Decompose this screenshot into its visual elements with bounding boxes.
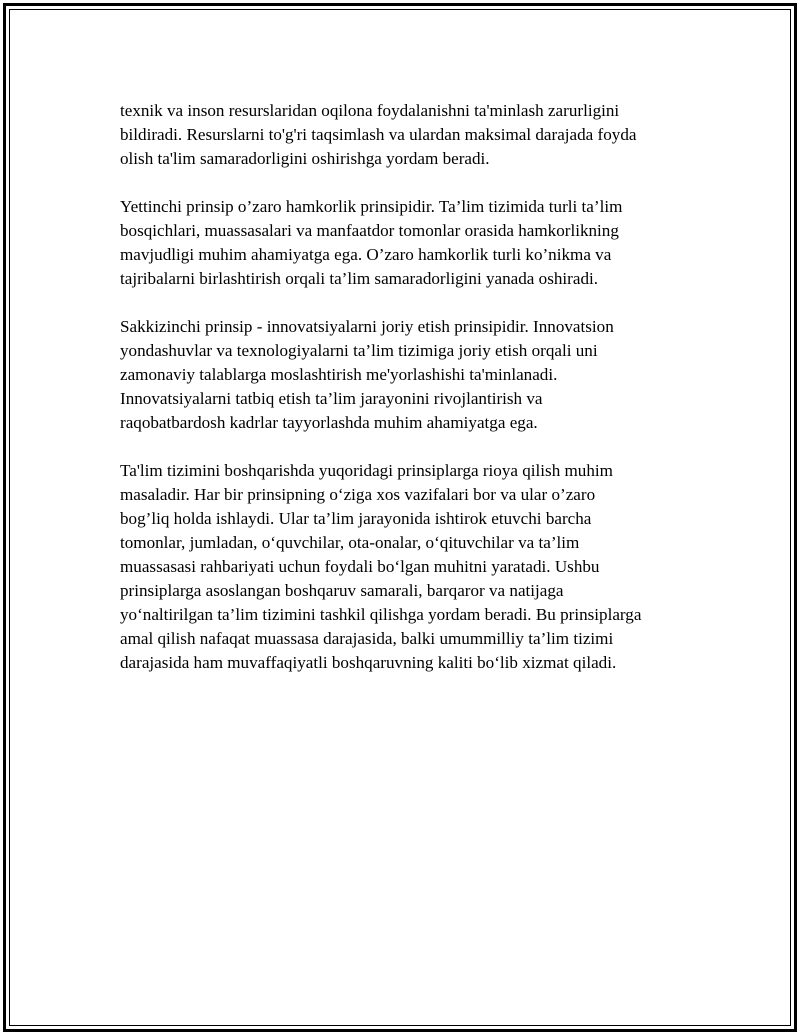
paragraph-seventh-principle: Yettinchi prinsip o’zaro hamkorlik prinsipidir. Ta’lim tizimida turli ta’lim bosqichlari, muassasalari va manfaatdor tomonlar orasida hamkorlikning mavjudligi muhim ahamiyatga ega. O’zaro hamkorlik turli ko’nikma va tajribalarni birlashtirish orqali ta’lim samaradorligini yanada oshiradi. (120, 197, 623, 288)
page-border (3, 3, 797, 1032)
paragraph-conclusion: Ta'lim tizimini boshqarishda yuqoridagi prinsiplarga rioya qilish muhim masaladir. Har bir prinsipning o‘ziga xos vazifalari bor va ular o’zaro bog’liq holda ishlaydi. Ular ta’lim jarayonida ishtirok etuvchi barcha tomonlar, jumladan, o‘quvchilar, ota-onalar, o‘qituvchilar va ta’lim muassasasi rahbariyati uchun foydali bo‘lgan muhitni yaratadi. Ushbu prinsiplarga asoslangan boshqaruv samarali, barqaror va natijaga yo‘naltirilgan ta’lim tizimini tashkil qilishga yordam beradi. Bu prinsiplarga amal qilish nafaqat muassasa darajasida, balki umummilliy ta’lim tizimi darajasida ham muvaffaqiyatli boshqaruvning kaliti bo‘lib xizmat qiladi. (120, 461, 642, 672)
paragraph-eighth-principle: Sakkizinchi prinsip - innovatsiyalarni joriy etish prinsipidir. Innovatsion yondashuvlar va texnologiyalarni ta’lim tizimiga joriy etish orqali uni zamonaviy talablarga moslashtirish me'yorlashishi ta'minlanadi. Innovatsiyalarni tatbiq etish ta’lim jarayonini rivojlantirish va raqobatbardosh kadrlar tayyorlashda muhim ahamiyatga ega. (120, 317, 614, 432)
document-body (120, 99, 710, 699)
paragraph-resources: texnik va inson resurslaridan oqilona foydalanishni ta'minlash zarurligini bildiradi. Resurslarni to'g'ri taqsimlash va ulardan maksimal darajada foyda olish ta'lim samaradorligini oshirishga yordam beradi. (120, 101, 637, 168)
